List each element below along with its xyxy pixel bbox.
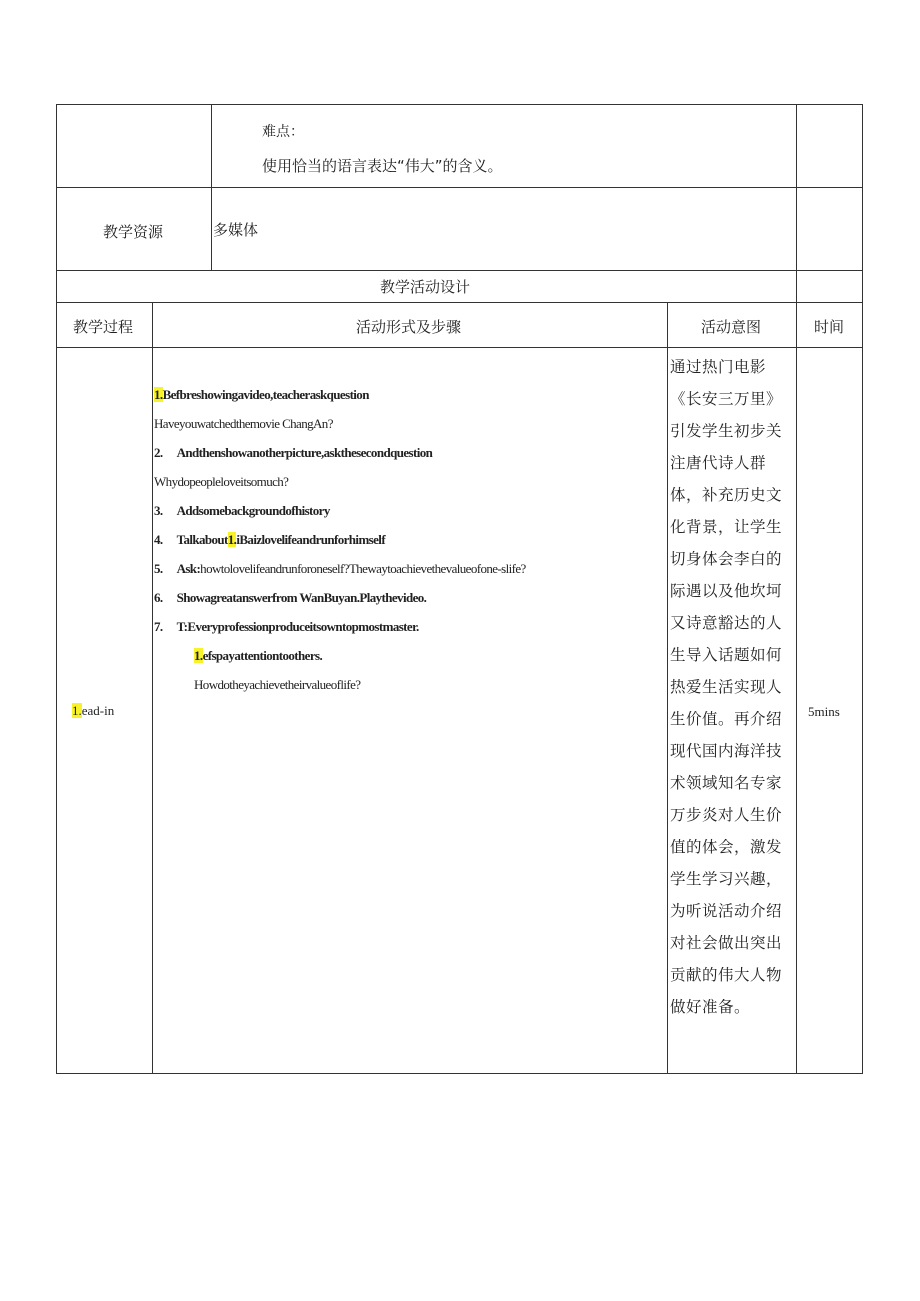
phase-label	[72, 703, 114, 719]
step-7-sub	[194, 648, 322, 664]
step-4	[154, 532, 385, 548]
step-3-text: Addsomebackgroundofhistory	[176, 503, 330, 518]
step-7-number: 7.	[154, 619, 163, 634]
step-6-number: 6.	[154, 590, 163, 605]
step-1	[154, 387, 369, 403]
step-1-question: Haveyouwatchedthemovie ChangAn?	[154, 416, 333, 431]
step-7-text: T:Everyprofessionproduceitsowntopmostmaster.	[176, 619, 419, 634]
header-process: 教学过程	[73, 318, 134, 336]
step-7-question: Howdotheyachievetheirvalueoflife?	[194, 677, 361, 692]
step-2-text: Andthenshowanotherpicture,askthesecondquestion	[176, 445, 433, 460]
step-2-number: 2.	[154, 445, 163, 460]
step-2	[154, 445, 432, 461]
phase-number: 1.	[72, 703, 82, 718]
step-4-highlight: 1.	[227, 532, 237, 547]
header-intent: 活动意图	[701, 318, 762, 336]
step-4-number: 4.	[154, 532, 163, 547]
step-4-text-a: Talkabout	[176, 532, 228, 547]
step-7	[154, 619, 419, 635]
step-1-number: 1.	[154, 387, 163, 402]
step-5	[154, 561, 526, 577]
step-5-text: howtolovelifeandrunforoneself?Thewaytoachievethevalueofone-slife?	[200, 561, 526, 576]
step-4-text-b: iBaizlovelifeandrunforhimself	[236, 532, 386, 547]
header-steps: 活动形式及步骤	[356, 318, 462, 336]
resources-label: 教学资源	[103, 223, 164, 241]
step-6	[154, 590, 426, 606]
header-time: 时间	[814, 318, 845, 336]
phase-name: ead-in	[81, 703, 115, 718]
step-5-label: Ask:	[176, 561, 201, 576]
design-title: 教学活动设计	[380, 278, 471, 296]
step-6-text: Showagreatanswerfrom WanBuyan.Playthevideo.	[176, 590, 427, 605]
step-3-number: 3.	[154, 503, 163, 518]
step-1-text: Befbreshowingavideo,teacheraskquestion	[162, 387, 369, 402]
step-3	[154, 503, 330, 519]
step-5-number: 5.	[154, 561, 163, 576]
resources-value: 多媒体	[213, 221, 259, 239]
difficulty-text: 使用恰当的语言表达“伟大”的含义。	[262, 157, 503, 175]
step-2-question: Whydopeopleloveitsomuch?	[154, 474, 289, 489]
step-7-sub-text: efspayattentiontoothers.	[202, 648, 323, 663]
difficulty-heading: 难点：	[262, 124, 304, 140]
step-7-sub-number: 1.	[194, 648, 203, 663]
time-value: 5mins	[808, 704, 840, 719]
activity-intent: 通过热门电影《长安三万里》引发学生初步关注唐代诗人群体，补充历史文化背景，让学生切身体会李白的际遇以及他坎坷又诗意豁达的人生导入话题如何热爱生活实现人生价值。再介绍现代国内海洋技术领域知名专家万步炎对人生价值的体会，激发学生学习兴趣，为听说活动介绍对社会做出突出贡献的伟大人物做好准备。	[670, 359, 783, 1016]
